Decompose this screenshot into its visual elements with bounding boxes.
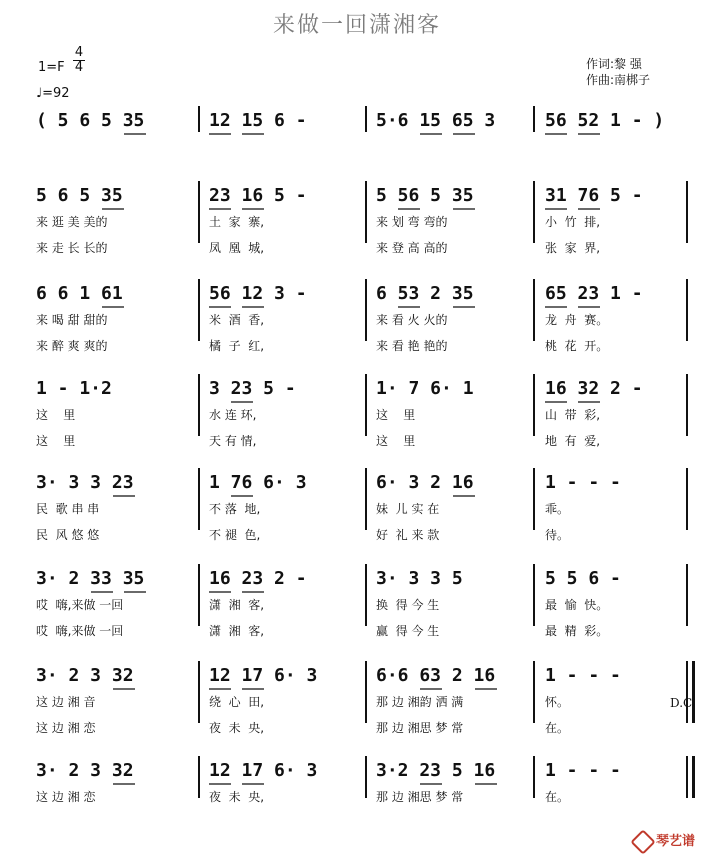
watermark-text: 琴艺谱	[656, 834, 696, 849]
measure-notes: 3 23 5 -	[209, 378, 296, 399]
measure-notes: ( 5 6 5 35	[36, 110, 145, 131]
bar-line	[198, 661, 200, 723]
note-beams	[209, 132, 359, 144]
measure-notes: 5 56 5 35	[376, 185, 474, 206]
measure-notes: 16 23 2 -	[209, 568, 307, 589]
lyric-verse-1: 最 愉 快。	[545, 598, 609, 612]
measure-notes: 5 5 6 -	[545, 568, 621, 589]
measure-notes: 23 16 5 -	[209, 185, 307, 206]
lyric-verse-1: 土 家 寨,	[209, 215, 265, 229]
measure-notes: 3· 2 33 35	[36, 568, 145, 589]
lyric-verse-2: 这 里	[376, 434, 416, 448]
measure-notes: 56 12 3 -	[209, 283, 307, 304]
bar-line	[533, 279, 535, 341]
tempo-marking	[36, 86, 70, 101]
measure-notes: 1 76 6· 3	[209, 472, 307, 493]
measure-notes: 3· 3 3 5	[376, 568, 463, 589]
bar-line	[533, 181, 535, 243]
measure-notes: 3·2 23 5 16	[376, 760, 496, 781]
measure-notes: 1· 7 6· 1	[376, 378, 474, 399]
lyric-verse-2: 来 走 长 长的	[36, 241, 108, 255]
lyric-verse-1: 来 划 弯 弯的	[376, 215, 448, 229]
bar-line	[365, 374, 367, 436]
lyric-verse-1: 在。	[545, 790, 570, 804]
lyric-verse-2: 这 里	[36, 434, 76, 448]
lyric-verse-1: 那 边 湘韵 洒 满	[376, 695, 464, 709]
lyric-verse-1: 小 竹 排,	[545, 215, 601, 229]
measure-notes: 1 - 1·2	[36, 378, 112, 399]
lyric-verse-2: 在。	[545, 721, 570, 735]
measure-notes: 6· 3 2 16	[376, 472, 474, 493]
lyric-verse-1: 这 里	[376, 408, 416, 422]
measure-notes: 6·6 63 2 16	[376, 665, 496, 686]
bar-line	[198, 181, 200, 243]
lyric-verse-1: 水 连 环,	[209, 408, 257, 422]
bar-line	[198, 106, 200, 132]
lyric-verse-2: 橘 子 红,	[209, 339, 265, 353]
lyric-verse-2: 夜 未 央,	[209, 721, 265, 735]
lyric-verse-1: 绕 心 田,	[209, 695, 265, 709]
lyricist: 作词:黎 强	[586, 57, 642, 71]
lyric-verse-2: 这 边 湘 恋	[36, 721, 96, 735]
measure-notes: 12 15 6 -	[209, 110, 307, 131]
lyric-verse-1: 妹 儿 实 在	[376, 502, 440, 516]
lyric-verse-1: 这 里	[36, 408, 76, 422]
lyric-verse-2: 不 褪 色,	[209, 528, 261, 542]
measure-notes: 6 53 2 35	[376, 283, 474, 304]
lyric-verse-2: 天 有 情,	[209, 434, 257, 448]
measure-notes: 31 76 5 -	[545, 185, 643, 206]
measure-notes: 3· 3 3 23	[36, 472, 134, 493]
bar-line	[365, 756, 367, 798]
lyric-verse-1: 龙 舟 赛。	[545, 313, 609, 327]
lyric-verse-1: 这 边 湘 恋	[36, 790, 96, 804]
credits	[586, 56, 650, 88]
bar-line	[533, 756, 535, 798]
lyric-verse-1: 乖。	[545, 502, 570, 516]
lyric-verse-1: 怀。	[545, 695, 570, 709]
lyric-verse-2: 那 边 湘思 梦 常	[376, 721, 464, 735]
lyric-verse-1: 不 落 地,	[209, 502, 261, 516]
measure-notes: 56 52 1 - )	[545, 110, 665, 131]
bar-line	[365, 564, 367, 626]
note-beams	[36, 132, 186, 144]
lyric-verse-2: 来 看 艳 艳的	[376, 339, 448, 353]
lyric-verse-1: 那 边 湘思 梦 常	[376, 790, 464, 804]
lyric-verse-1: 米 酒 香,	[209, 313, 265, 327]
lyric-verse-1: 哎 嗨,来做 一回	[36, 598, 124, 612]
lyric-verse-2: 来 醉 爽 爽的	[36, 339, 108, 353]
measure-notes: 1 - - -	[545, 760, 621, 781]
lyric-verse-2: 凤 凰 城,	[209, 241, 265, 255]
note-beams	[376, 132, 526, 144]
bar-line	[198, 468, 200, 530]
lyric-verse-1: 这 边 湘 音	[36, 695, 96, 709]
lyric-verse-1: 夜 未 央,	[209, 790, 265, 804]
measure-notes: 5·6 15 65 3	[376, 110, 496, 131]
lyric-verse-1: 来 看 火 火的	[376, 313, 448, 327]
lyric-verse-1: 来 逛 美 美的	[36, 215, 108, 229]
lyric-verse-2: 赢 得 今 生	[376, 624, 440, 638]
measure-notes: 65 23 1 -	[545, 283, 643, 304]
bar-line	[365, 181, 367, 243]
bar-line	[533, 106, 535, 132]
bar-line	[198, 374, 200, 436]
time-signature-bottom: 4	[74, 60, 84, 75]
composer: 作曲:南梆子	[586, 73, 651, 87]
lyric-verse-2: 桃 花 开。	[545, 339, 609, 353]
measure-notes: 12 17 6· 3	[209, 760, 318, 781]
measure-notes: 3· 2 3 32	[36, 760, 134, 781]
lyric-verse-2: 待。	[545, 528, 570, 542]
page-title: 来做一回潇湘客	[272, 13, 441, 38]
time-signature-top: 4	[74, 45, 84, 60]
measure-notes: 1 - - -	[545, 665, 621, 686]
measure-notes: 5 6 5 35	[36, 185, 123, 206]
bar-line	[198, 756, 200, 798]
lyric-verse-2: 张 家 界,	[545, 241, 601, 255]
bar-line	[198, 279, 200, 341]
measure-notes: 6 6 1 61	[36, 283, 123, 304]
lyric-verse-1: 民 歌 串 串	[36, 502, 100, 516]
lyric-verse-2: 哎 嗨,来做 一回	[36, 624, 124, 638]
time-signature	[72, 46, 86, 75]
tempo-value: =92	[42, 86, 70, 101]
bar-line	[365, 661, 367, 723]
watermark-logo	[634, 830, 695, 851]
lyric-verse-2: 地 有 爱,	[545, 434, 601, 448]
bar-line	[533, 661, 535, 723]
lyric-verse-2: 好 礼 来 款	[376, 528, 440, 542]
lyric-verse-1: 换 得 今 生	[376, 598, 440, 612]
bar-line	[365, 279, 367, 341]
bar-line	[365, 106, 367, 132]
bar-line	[198, 564, 200, 626]
quarter-note-icon: ♩	[36, 86, 43, 101]
lyric-verse-1: 山 带 彩,	[545, 408, 601, 422]
lyric-verse-2: 最 精 彩。	[545, 624, 609, 638]
lyric-verse-2: 民 风 悠 悠	[36, 528, 100, 542]
bar-line	[365, 468, 367, 530]
measure-notes: 3· 2 3 32	[36, 665, 134, 686]
lyric-verse-1: 潇 湘 客,	[209, 598, 265, 612]
key-signature: 1=F	[38, 60, 65, 75]
logo-icon	[630, 829, 655, 854]
measure-notes: 16 32 2 -	[545, 378, 643, 399]
bar-line	[533, 468, 535, 530]
note-beams	[545, 132, 695, 144]
da-capo-mark: D.C.	[670, 696, 696, 710]
bar-line	[533, 564, 535, 626]
lyric-verse-2: 潇 湘 客,	[209, 624, 265, 638]
bar-line	[533, 374, 535, 436]
measure-notes: 1 - - -	[545, 472, 621, 493]
measure-notes: 12 17 6· 3	[209, 665, 318, 686]
lyric-verse-1: 来 喝 甜 甜的	[36, 313, 108, 327]
lyric-verse-2: 来 登 高 高的	[376, 241, 448, 255]
